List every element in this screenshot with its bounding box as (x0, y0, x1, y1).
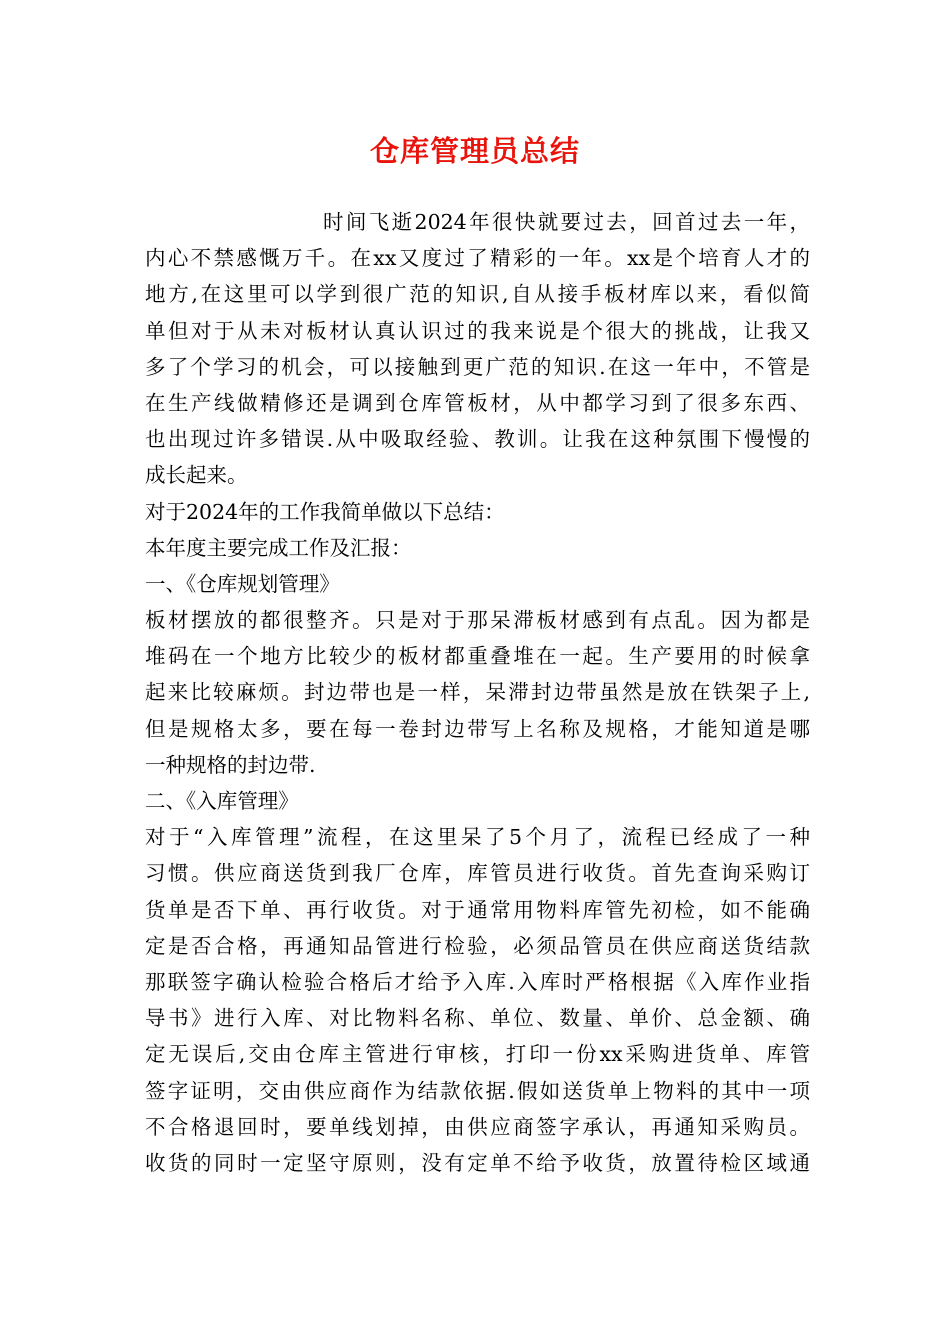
document-body (145, 204, 810, 1181)
body-line: 二、《入库管理》 (145, 789, 299, 813)
body-line: 内心不禁感慨万千。在xx又度过了精彩的一年。xx是个培育人才的 (145, 246, 810, 271)
document-title: 仓库管理员总结 (369, 134, 580, 168)
body-line: 在生产线做精修还是调到仓库管板材，从中都学习到了很多东西、 (145, 390, 810, 415)
body-line: 多了个学习的机会，可以接触到更广范的知识.在这一年中，不管是 (145, 354, 810, 379)
body-line: 签字证明，交由供应商作为结款依据.假如送货单上物料的其中一项 (145, 1078, 810, 1103)
body-line: 本年度主要完成工作及汇报： (145, 535, 412, 560)
body-line: 也出现过许多错误.从中吸取经验、教训。让我在这种氛围下慢慢的 (145, 427, 810, 452)
body-line: 一种规格的封边带. (145, 752, 316, 777)
body-line: 那联签字确认检验合格后才给予入库.入库时严格根据《入库作业指 (145, 969, 810, 994)
body-line: 时间飞逝2024年很快就要过去，回首过去一年， (323, 210, 810, 234)
body-line: 习惯。供应商送货到我厂仓库，库管员进行收货。首先查询采购订 (145, 861, 810, 886)
body-line: 成长起来。 (145, 463, 248, 488)
body-line: 单但对于从未对板材认真认识过的我来说是个很大的挑战，让我又 (145, 318, 810, 343)
body-line: 货单是否下单、再行收货。对于通常用物料库管先初检，如不能确 (145, 897, 810, 922)
body-line: 导书》进行入库、对比物料名称、单位、数量、单价、总金额、确 (145, 1006, 810, 1031)
body-line: 对于2024年的工作我简单做以下总结： (145, 499, 505, 524)
body-line: 定无误后,交由仓库主管进行审核，打印一份xx采购进货单、库管 (145, 1042, 810, 1067)
body-line: 起来比较麻烦。封边带也是一样，呆滞封边带虽然是放在铁架子上, (145, 680, 810, 705)
body-line: 地方,在这里可以学到很广范的知识,自从接手板材库以来，看似简 (145, 282, 810, 307)
body-line: 定是否合格，再通知品管进行检验，必须品管员在供应商送货结款 (145, 933, 810, 958)
body-line: 对于“入库管理”流程，在这里呆了5个月了，流程已经成了一种 (145, 825, 810, 850)
body-line: 但是规格太多，要在每一卷封边带写上名称及规格，才能知道是哪 (145, 716, 810, 741)
body-line: 板材摆放的都很整齐。只是对于那呆滞板材感到有点乱。因为都是 (145, 608, 810, 633)
body-line: 堆码在一个地方比较少的板材都重叠堆在一起。生产要用的时候拿 (145, 644, 810, 669)
body-line: 不合格退回时，要单线划掉，由供应商签字承认，再通知采购员。 (145, 1114, 810, 1139)
body-line: 收货的同时一定坚守原则，没有定单不给予收货，放置待检区域通 (145, 1150, 810, 1175)
body-line: 一、《仓库规划管理》 (145, 571, 340, 596)
